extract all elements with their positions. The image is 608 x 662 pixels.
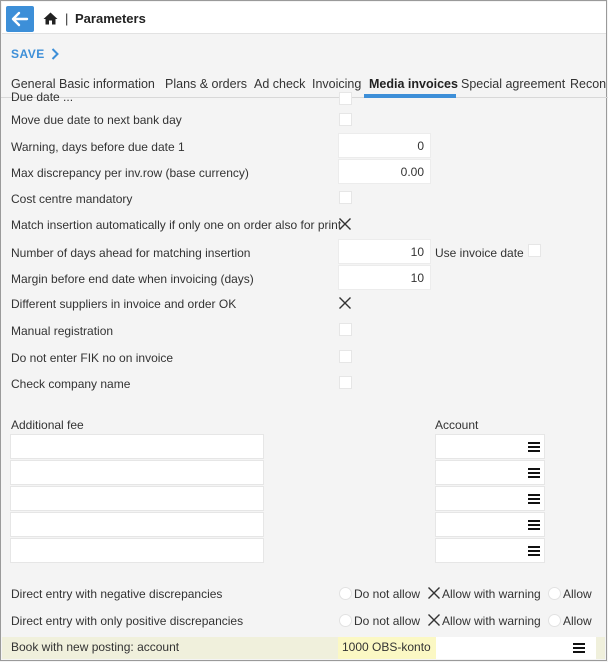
additional-fee-input[interactable] xyxy=(10,486,264,511)
back-button[interactable] xyxy=(6,6,34,32)
home-icon[interactable] xyxy=(43,12,58,25)
positive-do-not-allow-label: Do not allow xyxy=(354,614,421,628)
page-title: Parameters xyxy=(75,11,146,26)
additional-fee-header: Additional fee xyxy=(11,418,84,432)
top-bar xyxy=(2,2,606,34)
positive-allow-with-warning-label: Allow with warning xyxy=(442,614,541,628)
warning-days-label: Warning, days before due date 1 xyxy=(11,140,185,154)
chevron-right-icon xyxy=(51,48,59,60)
checked-x-icon[interactable] xyxy=(338,296,352,310)
tab-general[interactable]: General xyxy=(11,77,56,91)
save-label: SAVE xyxy=(11,47,45,61)
tab-special-agreement[interactable]: Special agreement xyxy=(461,77,566,91)
move-due-date-checkbox[interactable] xyxy=(339,113,352,126)
negative-allow-radio[interactable] xyxy=(548,587,561,600)
tab-media-invoices[interactable]: Media invoices xyxy=(369,77,458,91)
list-menu-icon[interactable] xyxy=(528,545,540,557)
days-ahead-label: Number of days ahead for matching insertion xyxy=(11,246,251,260)
save-button[interactable] xyxy=(11,47,59,61)
move-due-date-label: Move due date to next bank day xyxy=(11,113,182,127)
tab-bar xyxy=(1,74,608,98)
cost-centre-checkbox[interactable] xyxy=(339,191,352,204)
book-posting-description-field[interactable] xyxy=(436,637,596,659)
cut-off-label: Due date ... xyxy=(11,90,74,104)
days-ahead-input[interactable]: 10 xyxy=(338,239,431,264)
no-fik-label: Do not enter FIK no on invoice xyxy=(11,351,174,365)
list-menu-icon[interactable] xyxy=(573,642,585,654)
max-discrepancy-input[interactable]: 0.00 xyxy=(338,159,431,184)
checked-x-icon[interactable] xyxy=(427,613,441,627)
additional-fee-input[interactable] xyxy=(10,460,264,485)
list-menu-icon[interactable] xyxy=(528,467,540,479)
negative-do-not-allow-radio[interactable] xyxy=(339,587,352,600)
tab-basic-information[interactable]: Basic information xyxy=(59,77,155,91)
negative-allow-with-warning-label: Allow with warning xyxy=(442,587,541,601)
negative-allow-label: Allow xyxy=(563,587,592,601)
list-menu-icon[interactable] xyxy=(528,493,540,505)
match-insertion-label: Match insertion automatically if only one on order also for print xyxy=(11,218,342,232)
margin-before-end-label: Margin before end date when invoicing (days) xyxy=(11,272,254,286)
manual-registration-label: Manual registration xyxy=(11,324,114,338)
positive-allow-radio[interactable] xyxy=(548,614,561,627)
checked-x-icon[interactable] xyxy=(338,217,352,231)
title-separator: | xyxy=(65,11,69,26)
media-invoices-panel xyxy=(1,90,607,662)
tab-ad-check[interactable]: Ad check xyxy=(254,77,306,91)
warning-days-input[interactable]: 0 xyxy=(338,133,431,158)
cost-centre-label: Cost centre mandatory xyxy=(11,192,133,206)
list-menu-icon[interactable] xyxy=(528,519,540,531)
manual-registration-checkbox[interactable] xyxy=(339,323,352,336)
positive-allow-label: Allow xyxy=(563,614,592,628)
additional-fee-input[interactable] xyxy=(10,434,264,459)
check-company-checkbox[interactable] xyxy=(339,376,352,389)
tab-plans-orders[interactable]: Plans & orders xyxy=(165,77,247,91)
check-company-label: Check company name xyxy=(11,377,131,391)
book-posting-label: Book with new posting: account xyxy=(11,640,180,654)
positive-do-not-allow-radio[interactable] xyxy=(339,614,352,627)
different-suppliers-label: Different suppliers in invoice and order OK xyxy=(11,297,237,311)
positive-discrepancies-label: Direct entry with only positive discrepancies xyxy=(11,614,244,628)
arrow-left-icon xyxy=(11,10,29,28)
no-fik-checkbox[interactable] xyxy=(339,350,352,363)
list-menu-icon[interactable] xyxy=(528,441,540,453)
checked-x-icon[interactable] xyxy=(427,586,441,600)
additional-fee-input[interactable] xyxy=(10,512,264,537)
negative-do-not-allow-label: Do not allow xyxy=(354,587,421,601)
max-discrepancy-label: Max discrepancy per inv.row (base currency) xyxy=(11,166,249,180)
account-header: Account xyxy=(435,418,479,432)
use-invoice-date-checkbox[interactable] xyxy=(528,244,541,257)
book-posting-account-value: 1000 OBS-konto xyxy=(342,640,431,654)
use-invoice-date-label: Use invoice date xyxy=(435,246,524,260)
negative-discrepancies-label: Direct entry with negative discrepancies xyxy=(11,587,223,601)
tab-invoicing[interactable]: Invoicing xyxy=(312,77,362,91)
margin-before-end-input[interactable]: 10 xyxy=(338,265,431,290)
cut-off-checkbox[interactable] xyxy=(339,92,352,105)
active-tab-indicator xyxy=(364,94,456,98)
tab-recon[interactable]: Recon xyxy=(570,77,607,91)
additional-fee-input[interactable] xyxy=(10,538,264,563)
